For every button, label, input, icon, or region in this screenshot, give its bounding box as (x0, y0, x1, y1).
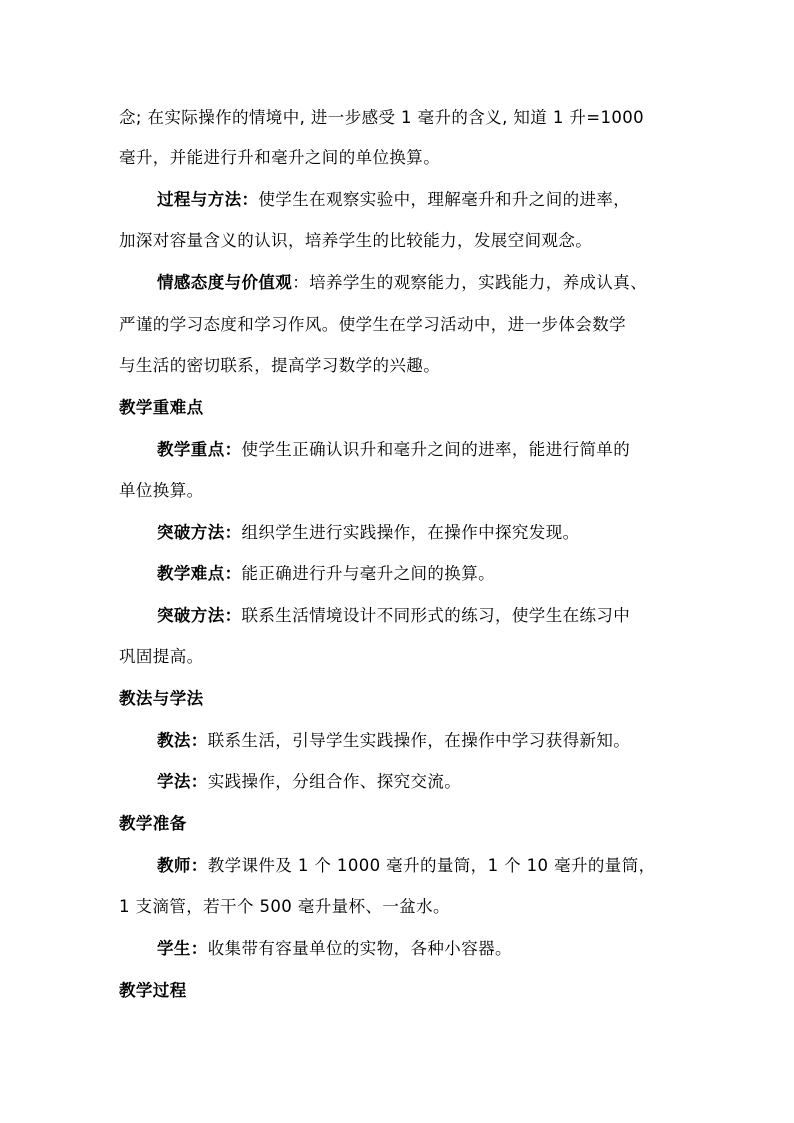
paragraph-text: 联系生活，引导学生实践操作，在操作中学习获得新知。 (207, 731, 631, 750)
section-heading-teaching-process: 教学过程 (119, 981, 187, 1000)
section-heading-key-difficult-points: 教学重难点 (119, 398, 204, 417)
paragraph-emotion-values (157, 271, 647, 295)
paragraph-text: ：培养学生的观察能力，实践能力，养成认真、 (292, 273, 648, 292)
paragraph-label: 突破方法： (157, 523, 242, 542)
paragraph-line: 加深对容量含义的认识，培养学生的比较能力，发展空间观念。 (119, 231, 593, 250)
paragraph-line: 1 支滴管，若干个 500 毫升量杯、一盆水。 (119, 897, 450, 916)
paragraph-label: 突破方法： (157, 606, 242, 625)
paragraph-line: 念; 在实际操作的情境中, 进一步感受 1 毫升的含义, 知道 1 升=1000 (119, 108, 645, 127)
paragraph-label: 教师： (157, 856, 208, 875)
paragraph-teaching-difficulty (157, 562, 495, 586)
paragraph-student-prep (157, 937, 512, 961)
section-heading-teaching-learning-methods: 教法与学法 (119, 689, 204, 708)
paragraph-learning-method (157, 770, 461, 794)
paragraph-label: 教学重点： (157, 440, 242, 459)
paragraph-text: 收集带有容量单位的实物，各种小容器。 (207, 939, 512, 958)
paragraph-text: 联系生活情境设计不同形式的练习，使学生在练习中 (241, 606, 631, 625)
paragraph-text: 教学课件及 1 个 1000 毫升的量筒，1 个 10 毫升的量筒， (207, 856, 656, 875)
paragraph-label: 过程与方法： (157, 190, 259, 209)
paragraph-teaching-method (157, 729, 630, 753)
paragraph-text: 组织学生进行实践操作，在操作中探究发现。 (241, 523, 580, 542)
paragraph-breakthrough-method-1 (157, 521, 580, 545)
paragraph-label: 学法： (157, 772, 208, 791)
paragraph-teacher-prep (157, 854, 656, 878)
paragraph-label: 学生： (157, 939, 208, 958)
paragraph-label: 教法： (157, 731, 208, 750)
section-heading-teaching-preparation: 教学准备 (119, 814, 187, 833)
paragraph-text: 使学生在观察实验中，理解毫升和升之间的进率， (258, 190, 631, 209)
paragraph-label: 情感态度与价值观 (157, 273, 293, 292)
paragraph-line: 巩固提高。 (119, 647, 204, 666)
paragraph-line: 单位换算。 (119, 481, 204, 500)
paragraph-line: 与生活的密切联系，提高学习数学的兴趣。 (119, 356, 441, 375)
paragraph-text: 使学生正确认识升和毫升之间的进率，能进行简单的 (241, 440, 631, 459)
paragraph-text: 实践操作，分组合作、探究交流。 (207, 772, 462, 791)
paragraph-process-method (157, 188, 630, 212)
paragraph-text: 能正确进行升与毫升之间的换算。 (241, 564, 495, 583)
paragraph-breakthrough-method-2 (157, 604, 630, 628)
paragraph-line: 严谨的学习态度和学习作风。使学生在学习活动中，进一步体会数学 (119, 315, 626, 334)
paragraph-teaching-focus (157, 438, 630, 462)
paragraph-line: 毫升，并能进行升和毫升之间的单位换算。 (119, 148, 441, 167)
paragraph-label: 教学难点： (157, 564, 242, 583)
